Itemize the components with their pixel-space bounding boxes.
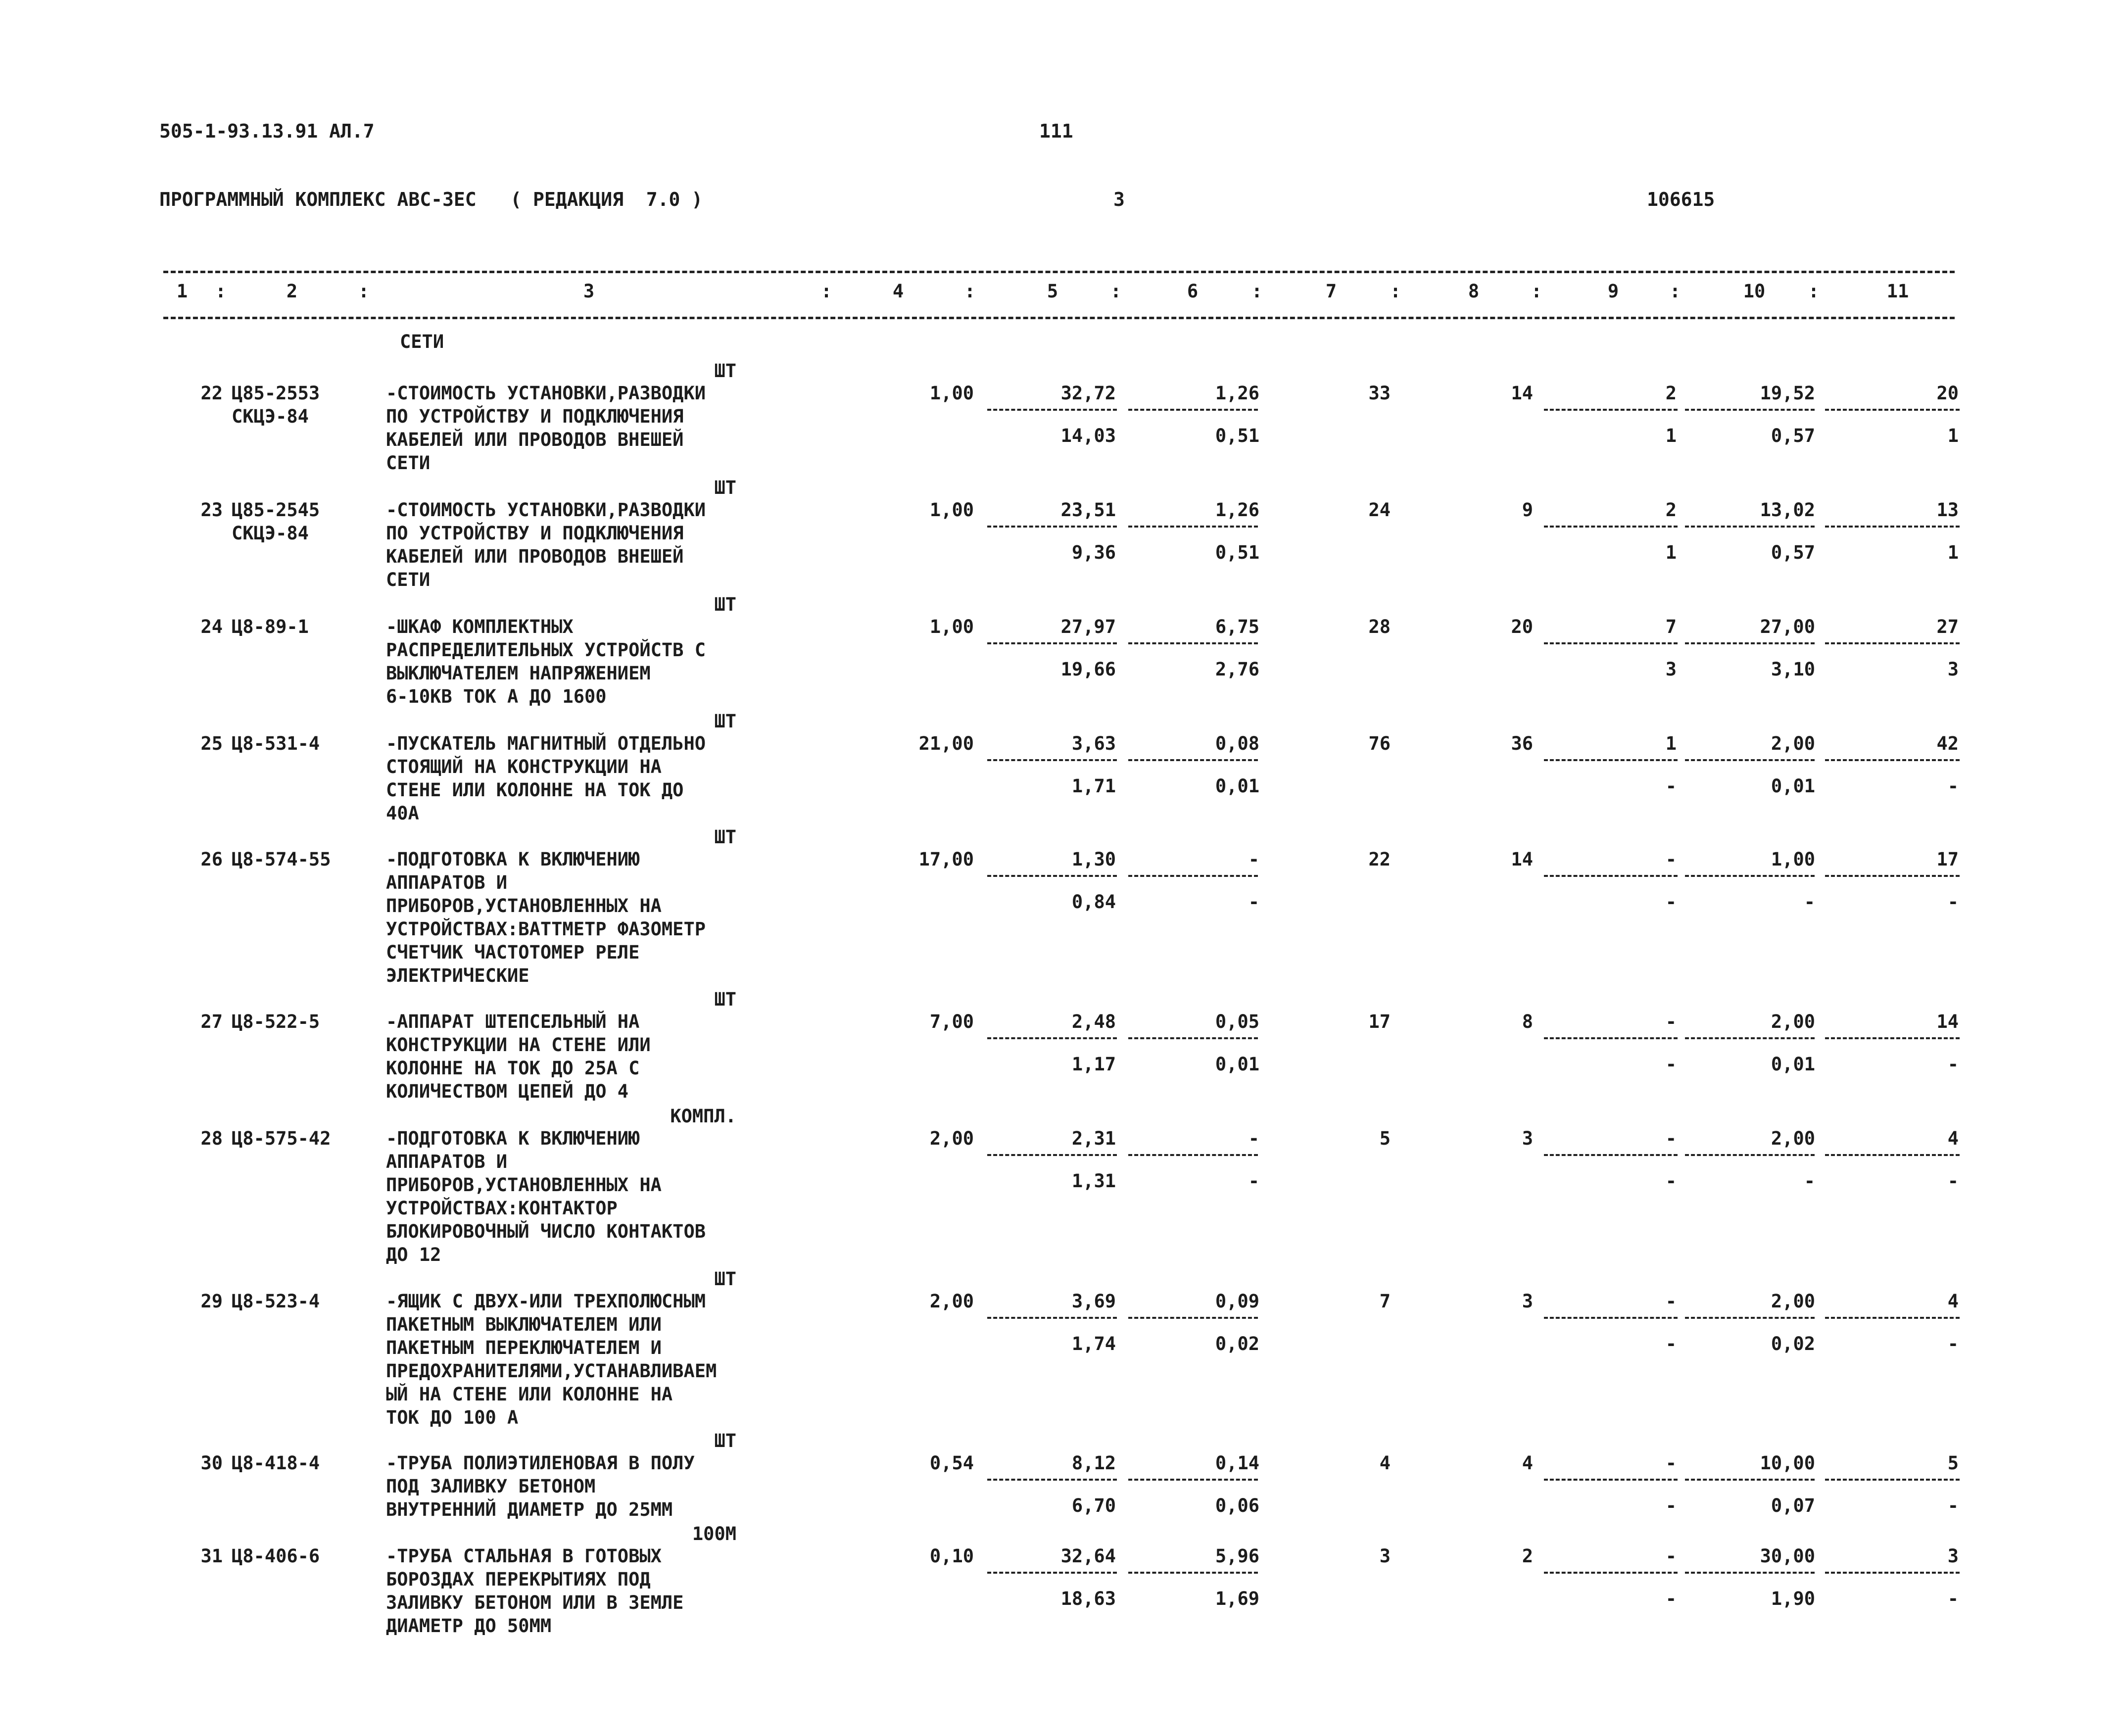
sub-separator	[1825, 642, 1960, 644]
labor-hours: 1,00	[1771, 849, 1815, 870]
machine-cost-wages: -	[1248, 891, 1259, 913]
work-description: СЕТИ	[386, 452, 431, 474]
labor-total: 27	[1936, 616, 1959, 637]
total-wages: 9	[1522, 499, 1533, 521]
machine-cost: 0,08	[1215, 733, 1259, 754]
sub-separator	[987, 642, 1117, 644]
quantity: 1,00	[929, 616, 974, 637]
sub-separator	[1825, 526, 1960, 528]
unit-label: ШТ	[714, 477, 736, 498]
continuation-text: СЕТИ	[400, 331, 444, 352]
machine-cost-wages: 0,51	[1215, 425, 1259, 446]
labor-total: 5	[1947, 1452, 1959, 1474]
machine-cost-wages: -	[1248, 1170, 1259, 1192]
column-separator: :	[820, 281, 832, 302]
machine-total-wages: -	[1665, 1495, 1677, 1516]
column-separator: :	[1110, 281, 1122, 302]
labor-hours: 2,00	[1771, 1291, 1815, 1312]
row-number: 25	[200, 733, 223, 754]
work-description: -ЯЩИК С ДВУХ-ИЛИ ТРЕХПОЛЮСНЫМ	[386, 1291, 706, 1312]
row-number: 27	[200, 1011, 223, 1032]
total-wages: 14	[1511, 849, 1533, 870]
work-description: ВНУТРЕННИЙ ДИАМЕТР ДО 25ММ	[386, 1499, 673, 1520]
machine-total: 7	[1665, 616, 1677, 637]
unit-label: ШТ	[714, 1430, 736, 1451]
unit-cost-wages: 1,17	[1071, 1054, 1116, 1075]
row-number: 31	[200, 1545, 223, 1567]
header-rule-bottom	[163, 317, 1955, 319]
quantity: 0,54	[929, 1452, 974, 1474]
work-description: -ПУСКАТЕЛЬ МАГНИТНЫЙ ОТДЕЛЬНО	[386, 733, 706, 754]
unit-cost: 23,51	[1060, 499, 1116, 521]
column-separator: :	[1531, 281, 1542, 302]
work-description: -СТОИМОСТЬ УСТАНОВКИ,РАЗВОДКИ	[386, 499, 706, 521]
unit-cost: 2,31	[1071, 1128, 1116, 1149]
sub-separator	[1544, 1572, 1678, 1574]
work-description: -ШКАФ КОМПЛЕКТНЫХ	[386, 616, 574, 637]
work-description: ПО УСТРОЙСТВУ И ПОДКЛЮЧЕНИЯ	[386, 523, 684, 544]
machine-total-wages: 1	[1665, 542, 1677, 563]
labor-hours-machine: 0,57	[1771, 425, 1815, 446]
work-description: АППАРАТОВ И	[386, 872, 508, 893]
labor-hours: 2,00	[1771, 1128, 1815, 1149]
sub-separator	[987, 1479, 1117, 1481]
sub-separator	[1128, 1317, 1258, 1319]
column-separator: :	[1390, 281, 1401, 302]
labor-hours-machine: 0,01	[1771, 775, 1815, 797]
total-cost: 3	[1379, 1545, 1391, 1567]
unit-label: ШТ	[714, 360, 736, 382]
header-rule-top	[163, 271, 1955, 273]
estimate-code: СКЦЭ-84	[232, 523, 309, 544]
work-description: КОНСТРУКЦИИ НА СТЕНЕ ИЛИ	[386, 1034, 651, 1056]
labor-total: 4	[1947, 1128, 1959, 1149]
sub-separator	[1544, 409, 1678, 411]
work-description: КАБЕЛЕЙ ИЛИ ПРОВОДОВ ВНЕШЕЙ	[386, 429, 684, 450]
work-description: РАСПРЕДЕЛИТЕЛЬНЫХ УСТРОЙСТВ С	[386, 639, 706, 661]
sub-separator	[1825, 409, 1960, 411]
total-wages: 4	[1522, 1452, 1533, 1474]
work-description: УСТРОЙСТВАХ:ВАТТМЕТР ФАЗОМЕТР	[386, 918, 706, 940]
machine-total-wages: 3	[1665, 659, 1677, 680]
work-description: ПРЕДОХРАНИТЕЛЯМИ,УСТАНАВЛИВАЕМ	[386, 1360, 717, 1382]
quantity: 2,00	[929, 1128, 974, 1149]
column-header-3: 3	[583, 281, 595, 302]
machine-cost: 0,14	[1215, 1452, 1259, 1474]
total-cost: 5	[1379, 1128, 1391, 1149]
total-cost: 17	[1368, 1011, 1391, 1032]
sub-separator	[1685, 642, 1815, 644]
labor-total-machine: 3	[1947, 659, 1959, 680]
labor-total: 20	[1936, 383, 1959, 404]
labor-total-machine: -	[1947, 1054, 1959, 1075]
sub-separator	[1128, 759, 1258, 761]
quantity: 2,00	[929, 1291, 974, 1312]
estimate-code: Ц8-418-4	[232, 1452, 320, 1474]
sub-separator	[1825, 1479, 1960, 1481]
doc-code: 505-1-93.13.91 АЛ.7	[159, 120, 375, 142]
document-id: 106615	[1647, 189, 1715, 210]
column-separator: :	[964, 281, 976, 302]
work-description: -СТОИМОСТЬ УСТАНОВКИ,РАЗВОДКИ	[386, 383, 706, 404]
unit-label: 100М	[692, 1523, 736, 1544]
machine-total-wages: -	[1665, 1588, 1677, 1609]
column-separator: :	[1808, 281, 1820, 302]
sub-separator	[1544, 526, 1678, 528]
unit-cost-wages: 0,84	[1071, 891, 1116, 913]
unit-cost-wages: 18,63	[1060, 1588, 1116, 1609]
row-number: 29	[200, 1291, 223, 1312]
unit-label: КОМПЛ.	[670, 1106, 736, 1127]
sub-separator	[1685, 1037, 1815, 1039]
sub-separator	[987, 875, 1117, 877]
labor-total-machine: 1	[1947, 425, 1959, 446]
work-description: -ПОДГОТОВКА К ВКЛЮЧЕНИЮ	[386, 849, 640, 870]
work-description: -ПОДГОТОВКА К ВКЛЮЧЕНИЮ	[386, 1128, 640, 1149]
unit-cost: 2,48	[1071, 1011, 1116, 1032]
unit-cost-wages: 19,66	[1060, 659, 1116, 680]
labor-hours-machine: 0,07	[1771, 1495, 1815, 1516]
machine-total: -	[1665, 1011, 1677, 1032]
sub-separator	[987, 1037, 1117, 1039]
work-description: УСТРОЙСТВАХ:КОНТАКТОР	[386, 1198, 618, 1219]
estimate-code: Ц85-2553	[232, 383, 320, 404]
labor-total-machine: -	[1947, 1170, 1959, 1192]
unit-cost: 8,12	[1071, 1452, 1116, 1474]
quantity: 1,00	[929, 383, 974, 404]
total-wages: 36	[1511, 733, 1533, 754]
unit-label: ШТ	[714, 989, 736, 1010]
machine-total: -	[1665, 1545, 1677, 1567]
machine-total: -	[1665, 849, 1677, 870]
quantity: 21,00	[918, 733, 974, 754]
sheet-number: 3	[1113, 189, 1125, 210]
machine-cost: 6,75	[1215, 616, 1259, 637]
sub-separator	[1685, 409, 1815, 411]
estimate-code: Ц85-2545	[232, 499, 320, 521]
sub-separator	[987, 1572, 1117, 1574]
column-header-9: 9	[1607, 281, 1619, 302]
estimate-code: Ц8-575-42	[232, 1128, 331, 1149]
sub-separator	[1128, 1572, 1258, 1574]
sub-separator	[1825, 1154, 1960, 1156]
work-description: КОЛИЧЕСТВОМ ЦЕПЕЙ ДО 4	[386, 1081, 629, 1102]
sub-separator	[1825, 1037, 1960, 1039]
unit-cost-wages: 6,70	[1071, 1495, 1116, 1516]
labor-total: 13	[1936, 499, 1959, 521]
machine-total: 1	[1665, 733, 1677, 754]
labor-total-machine: 1	[1947, 542, 1959, 563]
machine-cost: -	[1248, 849, 1259, 870]
unit-cost-wages: 1,71	[1071, 775, 1116, 797]
labor-total-machine: -	[1947, 1588, 1959, 1609]
sub-separator	[1128, 1037, 1258, 1039]
sub-separator	[1544, 1317, 1678, 1319]
work-description: ДИАМЕТР ДО 50ММ	[386, 1615, 552, 1637]
labor-hours-machine: 0,02	[1771, 1333, 1815, 1354]
unit-label: ШТ	[714, 1268, 736, 1290]
total-wages: 14	[1511, 383, 1533, 404]
machine-cost-wages: 0,06	[1215, 1495, 1259, 1516]
sub-separator	[1685, 875, 1815, 877]
work-description: КОЛОННЕ НА ТОК ДО 25А С	[386, 1058, 640, 1079]
sub-separator	[1685, 1154, 1815, 1156]
machine-total: -	[1665, 1452, 1677, 1474]
row-number: 26	[200, 849, 223, 870]
unit-label: ШТ	[714, 594, 736, 615]
sub-separator	[987, 409, 1117, 411]
machine-total: -	[1665, 1291, 1677, 1312]
estimate-code: Ц8-406-6	[232, 1545, 320, 1567]
column-header-7: 7	[1325, 281, 1337, 302]
work-description: ПОД ЗАЛИВКУ БЕТОНОМ	[386, 1476, 596, 1497]
estimate-code: Ц8-522-5	[232, 1011, 320, 1032]
labor-hours: 19,52	[1760, 383, 1815, 404]
sub-separator	[1128, 1154, 1258, 1156]
estimate-code: Ц8-574-55	[232, 849, 331, 870]
estimate-code: СКЦЭ-84	[232, 406, 309, 427]
work-description: -ТРУБА ПОЛИЭТИЛЕНОВАЯ В ПОЛУ	[386, 1452, 695, 1474]
work-description: АППАРАТОВ И	[386, 1151, 508, 1172]
machine-cost: 0,05	[1215, 1011, 1259, 1032]
column-header-6: 6	[1187, 281, 1199, 302]
sub-separator	[1685, 1479, 1815, 1481]
machine-total-wages: 1	[1665, 425, 1677, 446]
total-cost: 33	[1368, 383, 1391, 404]
machine-cost-wages: 2,76	[1215, 659, 1259, 680]
sub-separator	[1128, 526, 1258, 528]
column-header-2: 2	[286, 281, 298, 302]
column-header-1: 1	[176, 281, 188, 302]
labor-hours-machine: 1,90	[1771, 1588, 1815, 1609]
work-description: СЕТИ	[386, 569, 431, 590]
machine-cost: 1,26	[1215, 499, 1259, 521]
sub-separator	[1128, 1479, 1258, 1481]
column-header-11: 11	[1886, 281, 1909, 302]
total-cost: 22	[1368, 849, 1391, 870]
labor-total: 3	[1947, 1545, 1959, 1567]
unit-cost: 3,63	[1071, 733, 1116, 754]
total-cost: 76	[1368, 733, 1391, 754]
column-header-5: 5	[1047, 281, 1058, 302]
work-description: ВЫКЛЮЧАТЕЛЕМ НАПРЯЖЕНИЕМ	[386, 663, 651, 684]
total-cost: 7	[1379, 1291, 1391, 1312]
unit-cost-wages: 1,74	[1071, 1333, 1116, 1354]
machine-cost: -	[1248, 1128, 1259, 1149]
labor-hours-machine: -	[1804, 1170, 1815, 1192]
work-description: ПАКЕТНЫМ ПЕРЕКЛЮЧАТЕЛЕМ И	[386, 1337, 662, 1358]
labor-hours-machine: -	[1804, 891, 1815, 913]
machine-total-wages: -	[1665, 1333, 1677, 1354]
labor-total-machine: -	[1947, 1495, 1959, 1516]
total-wages: 20	[1511, 616, 1533, 637]
row-number: 22	[200, 383, 223, 404]
quantity: 17,00	[918, 849, 974, 870]
unit-cost: 32,72	[1060, 383, 1116, 404]
machine-total: 2	[1665, 383, 1677, 404]
work-description: ЫЙ НА СТЕНЕ ИЛИ КОЛОННЕ НА	[386, 1384, 673, 1405]
work-description: 40А	[386, 803, 419, 824]
machine-total-wages: -	[1665, 1170, 1677, 1192]
work-description: СТОЯЩИЙ НА КОНСТРУКЦИИ НА	[386, 756, 662, 777]
work-description: БЛОКИРОВОЧНЫЙ ЧИСЛО КОНТАКТОВ	[386, 1221, 706, 1242]
sub-separator	[1685, 1317, 1815, 1319]
unit-cost-wages: 14,03	[1060, 425, 1116, 446]
column-header-8: 8	[1468, 281, 1480, 302]
program-title: ПРОГРАММНЫЙ КОМПЛЕКС АВС-3ЕС ( РЕДАКЦИЯ 7.0 )	[159, 189, 703, 210]
unit-label: ШТ	[714, 711, 736, 732]
labor-total: 14	[1936, 1011, 1959, 1032]
machine-cost-wages: 0,51	[1215, 542, 1259, 563]
sub-separator	[1544, 1037, 1678, 1039]
total-wages: 3	[1522, 1291, 1533, 1312]
unit-cost-wages: 1,31	[1071, 1170, 1116, 1192]
labor-total: 42	[1936, 733, 1959, 754]
work-description: ЗАЛИВКУ БЕТОНОМ ИЛИ В ЗЕМЛЕ	[386, 1592, 684, 1613]
work-description: КАБЕЛЕЙ ИЛИ ПРОВОДОВ ВНЕШЕЙ	[386, 546, 684, 567]
labor-total: 4	[1947, 1291, 1959, 1312]
estimate-code: Ц8-523-4	[232, 1291, 320, 1312]
unit-cost: 1,30	[1071, 849, 1116, 870]
labor-hours-machine: 0,01	[1771, 1054, 1815, 1075]
work-description: БОРОЗДАХ ПЕРЕКРЫТИЯХ ПОД	[386, 1569, 651, 1590]
page-number: 111	[1039, 120, 1073, 142]
work-description: ПАКЕТНЫМ ВЫКЛЮЧАТЕЛЕМ ИЛИ	[386, 1314, 662, 1335]
quantity: 0,10	[929, 1545, 974, 1567]
labor-hours: 13,02	[1760, 499, 1815, 521]
machine-cost: 0,09	[1215, 1291, 1259, 1312]
unit-cost: 3,69	[1071, 1291, 1116, 1312]
work-description: ДО 12	[386, 1244, 441, 1265]
labor-total-machine: -	[1947, 1333, 1959, 1354]
labor-total: 17	[1936, 849, 1959, 870]
machine-total-wages: -	[1665, 1054, 1677, 1075]
sub-separator	[1825, 1572, 1960, 1574]
sub-separator	[1685, 759, 1815, 761]
labor-total-machine: -	[1947, 891, 1959, 913]
labor-hours: 2,00	[1771, 733, 1815, 754]
column-header-10: 10	[1743, 281, 1766, 302]
unit-cost-wages: 9,36	[1071, 542, 1116, 563]
total-cost: 24	[1368, 499, 1391, 521]
sub-separator	[1544, 1154, 1678, 1156]
work-description: СТЕНЕ ИЛИ КОЛОННЕ НА ТОК ДО	[386, 779, 684, 801]
row-number: 28	[200, 1128, 223, 1149]
total-wages: 8	[1522, 1011, 1533, 1032]
sub-separator	[1544, 642, 1678, 644]
work-description: ЭЛЕКТРИЧЕСКИЕ	[386, 965, 529, 986]
labor-hours: 10,00	[1760, 1452, 1815, 1474]
work-description: ПРИБОРОВ,УСТАНОВЛЕННЫХ НА	[386, 1174, 662, 1196]
sub-separator	[1544, 875, 1678, 877]
column-header-4: 4	[892, 281, 904, 302]
labor-hours: 27,00	[1760, 616, 1815, 637]
column-separator: :	[358, 281, 370, 302]
machine-cost-wages: 0,02	[1215, 1333, 1259, 1354]
sub-separator	[1825, 875, 1960, 877]
total-cost: 28	[1368, 616, 1391, 637]
sub-separator	[1825, 1317, 1960, 1319]
labor-hours-machine: 0,57	[1771, 542, 1815, 563]
work-description: 6-10КВ ТОК А ДО 1600	[386, 686, 607, 707]
sub-separator	[987, 759, 1117, 761]
sub-separator	[1544, 759, 1678, 761]
machine-total-wages: -	[1665, 891, 1677, 913]
sub-separator	[987, 526, 1117, 528]
total-wages: 2	[1522, 1545, 1533, 1567]
sub-separator	[1128, 642, 1258, 644]
row-number: 30	[200, 1452, 223, 1474]
unit-cost: 32,64	[1060, 1545, 1116, 1567]
machine-total: -	[1665, 1128, 1677, 1149]
labor-hours: 2,00	[1771, 1011, 1815, 1032]
row-number: 23	[200, 499, 223, 521]
machine-cost-wages: 0,01	[1215, 775, 1259, 797]
quantity: 1,00	[929, 499, 974, 521]
work-description: -АППАРАТ ШТЕПСЕЛЬНЫЙ НА	[386, 1011, 640, 1032]
sub-separator	[1685, 1572, 1815, 1574]
sub-separator	[1825, 759, 1960, 761]
work-description: -ТРУБА СТАЛЬНАЯ В ГОТОВЫХ	[386, 1545, 662, 1567]
unit-cost: 27,97	[1060, 616, 1116, 637]
sub-separator	[1128, 875, 1258, 877]
work-description: ТОК ДО 100 А	[386, 1407, 519, 1428]
machine-cost: 1,26	[1215, 383, 1259, 404]
sub-separator	[987, 1317, 1117, 1319]
machine-total: 2	[1665, 499, 1677, 521]
sub-separator	[1685, 526, 1815, 528]
column-separator: :	[1251, 281, 1263, 302]
total-cost: 4	[1379, 1452, 1391, 1474]
work-description: ПО УСТРОЙСТВУ И ПОДКЛЮЧЕНИЯ	[386, 406, 684, 427]
column-separator: :	[215, 281, 227, 302]
total-wages: 3	[1522, 1128, 1533, 1149]
estimate-code: Ц8-89-1	[232, 616, 309, 637]
estimate-code: Ц8-531-4	[232, 733, 320, 754]
work-description: СЧЕТЧИК ЧАСТОТОМЕР РЕЛЕ	[386, 942, 640, 963]
labor-total-machine: -	[1947, 775, 1959, 797]
row-number: 24	[200, 616, 223, 637]
column-separator: :	[1669, 281, 1681, 302]
sub-separator	[987, 1154, 1117, 1156]
machine-cost-wages: 1,69	[1215, 1588, 1259, 1609]
quantity: 7,00	[929, 1011, 974, 1032]
machine-total-wages: -	[1665, 775, 1677, 797]
labor-hours-machine: 3,10	[1771, 659, 1815, 680]
work-description: ПРИБОРОВ,УСТАНОВЛЕННЫХ НА	[386, 895, 662, 916]
machine-cost: 5,96	[1215, 1545, 1259, 1567]
unit-label: ШТ	[714, 826, 736, 848]
machine-cost-wages: 0,01	[1215, 1054, 1259, 1075]
sub-separator	[1128, 409, 1258, 411]
sub-separator	[1544, 1479, 1678, 1481]
labor-hours: 30,00	[1760, 1545, 1815, 1567]
